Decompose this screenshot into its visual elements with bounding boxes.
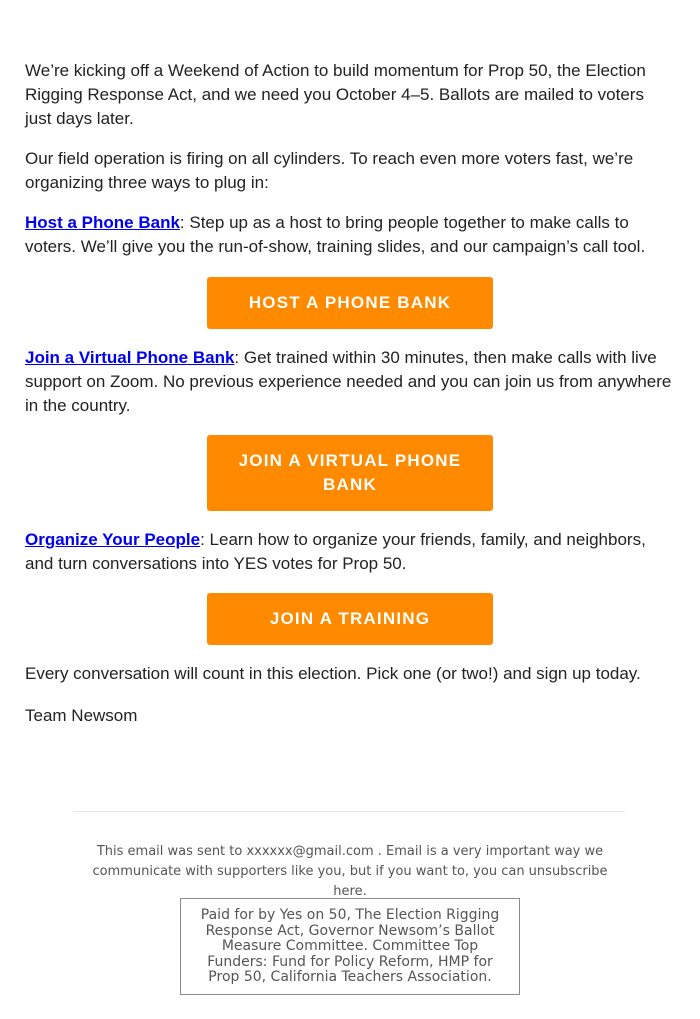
organize-people-link[interactable]: Organize Your People: [25, 530, 201, 549]
host-phone-bank-button[interactable]: HOST A PHONE BANK: [207, 277, 493, 329]
footer-divider: [73, 811, 625, 812]
virtual-phone-bank-description: : Get trained within 30 minutes, then make calls with live support on Zoom. No previous experience needed and you can join us from anywhere in the country.: [25, 348, 672, 415]
organize-people-paragraph: [25, 528, 675, 576]
footer-sent-to-note: [80, 842, 620, 902]
recipient-email: xxxxxx@gmail.com: [246, 844, 374, 859]
sent-to-prefix: This email was sent to: [96, 844, 247, 859]
signature: Team Newsom: [25, 706, 138, 725]
host-phone-bank-link[interactable]: Host a Phone Bank: [25, 213, 180, 232]
paid-for-disclaimer: Paid for by Yes on 50, The Election Rigging Response Act, Governor Newsom’s Ballot Measure Committee. Committee Top Funders: Fund for Policy Reform, HMP for Prop 50, California Teachers Association.: [180, 898, 520, 995]
sent-to-suffix: . Email is a very important way we communicate with supporters like you, but if you want to, you can unsubscribe here.: [92, 844, 608, 899]
virtual-phone-bank-paragraph: [25, 346, 675, 418]
join-virtual-phone-bank-button[interactable]: JOIN A VIRTUAL PHONE BANK: [207, 435, 493, 511]
organize-people-description: : Learn how to organize your friends, family, and neighbors, and turn conversations into YES votes for Prop 50.: [25, 530, 646, 573]
intro-paragraph: We’re kicking off a Weekend of Action to build momentum for Prop 50, the Election Rigging Response Act, and we need you October 4–5. Ballots are mailed to voters just days later.: [25, 61, 646, 128]
closing-paragraph: Every conversation will count in this election. Pick one (or two!) and sign up today.: [25, 664, 641, 683]
host-phone-bank-paragraph: [25, 211, 675, 259]
field-operation-paragraph: Our field operation is firing on all cylinders. To reach even more voters fast, we’re organizing three ways to plug in:: [25, 149, 634, 192]
join-training-button[interactable]: JOIN A TRAINING: [207, 593, 493, 645]
host-phone-bank-description: : Step up as a host to bring people together to make calls to voters. We’ll give you the run-of-show, training slides, and our campaign’s call tool.: [25, 213, 646, 256]
virtual-phone-bank-link[interactable]: Join a Virtual Phone Bank: [25, 348, 235, 367]
